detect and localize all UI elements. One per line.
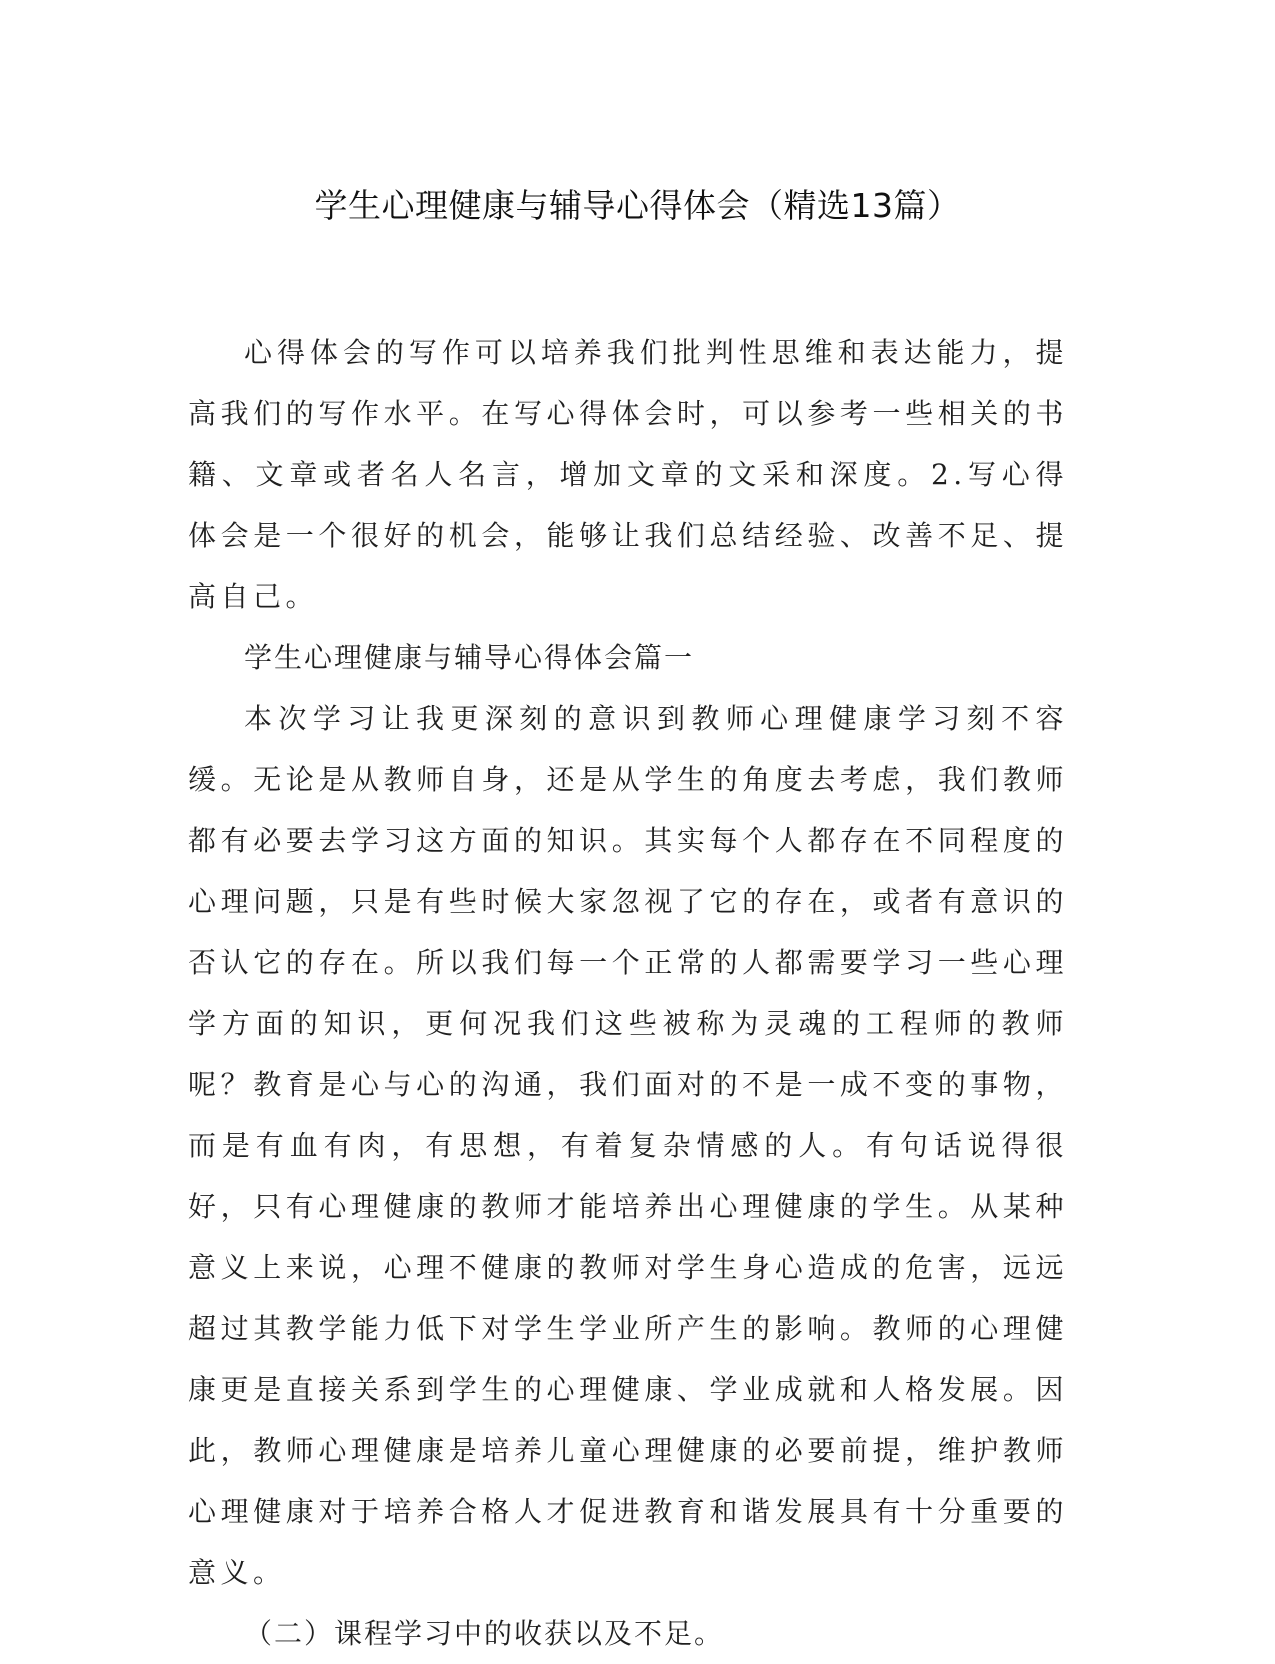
section-heading: 学生心理健康与辅导心得体会篇一 (244, 641, 695, 674)
subsection-heading: （二）课程学习中的收获以及不足。 (244, 1617, 725, 1650)
document-title: 学生心理健康与辅导心得体会（精选13篇） (314, 186, 961, 225)
intro-paragraph: 心得体会的写作可以培养我们批判性思维和表达能力，提高我们的写作水平。在写心得体会时，可以参考一些相关的书籍、文章或者名人名言，增加文章的文采和深度。2.写心得体会是一个很好的机会，能够让我们总结经验、改善不足、提高自己。 (188, 336, 1068, 613)
body-paragraph: 本次学习让我更深刻的意识到教师心理健康学习刻不容缓。无论是从教师自身，还是从学生的角度去考虑，我们教师都有必要去学习这方面的知识。其实每个人都存在不同程度的心理问题，只是有些时候大家忽视了它的存在，或者有意识的否认它的存在。所以我们每一个正常的人都需要学习一些心理学方面的知识，更何况我们这些被称为灵魂的工程师的教师呢？教育是心与心的沟通，我们面对的不是一成不变的事物，而是有血有肉，有思想，有着复杂情感的人。有句话说得很好，只有心理健康的教师才能培养出心理健康的学生。从某种意义上来说，心理不健康的教师对学生身心造成的危害，远远超过其教学能力低下对学生学业所产生的影响。教师的心理健康更是直接关系到学生的心理健康、学业成就和人格发展。因此，教师心理健康是培养儿童心理健康的必要前提，维护教师心理健康对于培养合格人才促进教育和谐发展具有十分重要的意义。 (188, 702, 1068, 1589)
document-body (188, 322, 1068, 1664)
